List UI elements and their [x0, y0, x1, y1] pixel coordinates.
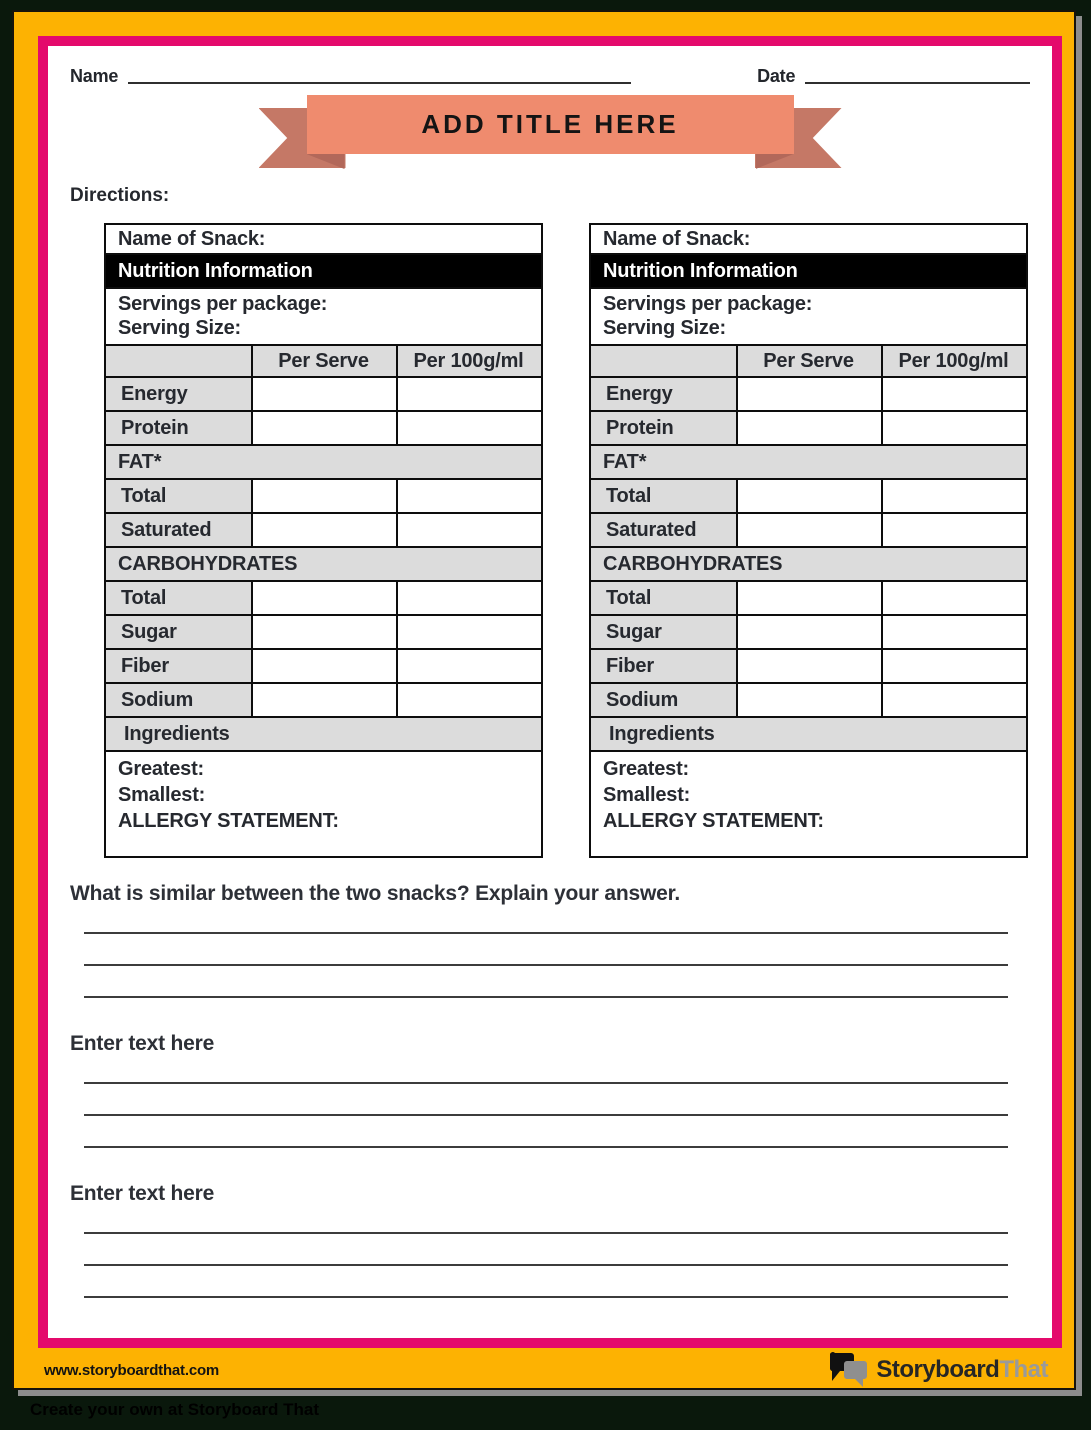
bottom-caption: Create your own at Storyboard That: [30, 1400, 320, 1419]
row-label-total-fat: Total: [105, 479, 252, 513]
answer-line[interactable]: [84, 1296, 1008, 1298]
question-section-2: [70, 1032, 1030, 1148]
date-input-line[interactable]: [805, 82, 1030, 84]
snack-table-right: [589, 223, 1028, 858]
servings-field[interactable]: Servings per package: Serving Size:: [105, 288, 542, 345]
question-1-text: What is similar between the two snacks? Explain your answer.: [70, 882, 681, 905]
answer-line[interactable]: [84, 996, 1008, 998]
name-of-snack-field[interactable]: Name of Snack:: [105, 224, 542, 254]
nutrition-info-header: Nutrition Information: [105, 254, 542, 288]
name-label: Name: [70, 66, 119, 86]
row-label-protein: Protein: [590, 411, 737, 445]
value-cell[interactable]: [882, 411, 1027, 445]
row-label-sugar: Sugar: [105, 615, 252, 649]
pink-border: [38, 36, 1062, 1348]
value-cell[interactable]: [397, 411, 542, 445]
value-cell[interactable]: [882, 377, 1027, 411]
name-of-snack-field[interactable]: Name of Snack:: [590, 224, 1027, 254]
blank-header-cell: [590, 345, 737, 377]
value-cell[interactable]: [252, 513, 397, 547]
title-placeholder[interactable]: ADD TITLE HERE: [307, 95, 794, 154]
worksheet-paper: [48, 46, 1052, 1338]
answer-line[interactable]: [84, 964, 1008, 966]
section-label-ingredients: Ingredients: [105, 717, 542, 751]
section-label-carbohydrates: CARBOHYDRATES: [590, 547, 1027, 581]
question-2-placeholder[interactable]: Enter text here: [70, 1032, 215, 1055]
row-label-total-carb: Total: [105, 581, 252, 615]
row-label-fiber: Fiber: [105, 649, 252, 683]
row-label-saturated: Saturated: [590, 513, 737, 547]
summary-field[interactable]: Greatest: Smallest: ALLERGY STATEMENT:: [590, 751, 1027, 857]
value-cell[interactable]: [397, 513, 542, 547]
value-cell[interactable]: [737, 377, 882, 411]
value-cell[interactable]: [882, 615, 1027, 649]
name-date-row: [70, 66, 1030, 87]
value-cell[interactable]: [882, 479, 1027, 513]
value-cell[interactable]: [252, 615, 397, 649]
tables-row: [104, 223, 1030, 858]
row-label-energy: Energy: [105, 377, 252, 411]
per-serve-header: Per Serve: [737, 345, 882, 377]
value-cell[interactable]: [882, 649, 1027, 683]
date-label: Date: [757, 66, 796, 86]
value-cell[interactable]: [397, 581, 542, 615]
logo-text: StoryboardThat: [876, 1356, 1048, 1383]
row-label-sugar: Sugar: [590, 615, 737, 649]
summary-field[interactable]: Greatest: Smallest: ALLERGY STATEMENT:: [105, 751, 542, 857]
site-url: www.storyboardthat.com: [44, 1361, 220, 1379]
value-cell[interactable]: [252, 649, 397, 683]
per-100-header: Per 100g/ml: [397, 345, 542, 377]
value-cell[interactable]: [252, 683, 397, 717]
speech-bubbles-icon: [830, 1352, 870, 1388]
value-cell[interactable]: [397, 615, 542, 649]
value-cell[interactable]: [252, 479, 397, 513]
directions-label: Directions:: [70, 185, 170, 206]
nutrition-info-header: Nutrition Information: [590, 254, 1027, 288]
section-label-fat: FAT*: [590, 445, 1027, 479]
question-3-placeholder[interactable]: Enter text here: [70, 1182, 215, 1205]
row-label-sodium: Sodium: [590, 683, 737, 717]
answer-line[interactable]: [84, 1264, 1008, 1266]
value-cell[interactable]: [882, 683, 1027, 717]
row-label-fiber: Fiber: [590, 649, 737, 683]
answer-line[interactable]: [84, 1232, 1008, 1234]
value-cell[interactable]: [397, 649, 542, 683]
blank-header-cell: [105, 345, 252, 377]
value-cell[interactable]: [252, 581, 397, 615]
value-cell[interactable]: [882, 581, 1027, 615]
answer-line[interactable]: [84, 1082, 1008, 1084]
section-label-carbohydrates: CARBOHYDRATES: [105, 547, 542, 581]
value-cell[interactable]: [252, 411, 397, 445]
value-cell[interactable]: [737, 649, 882, 683]
section-label-fat: FAT*: [105, 445, 542, 479]
answer-line[interactable]: [84, 1146, 1008, 1148]
row-label-total-fat: Total: [590, 479, 737, 513]
row-label-protein: Protein: [105, 411, 252, 445]
row-label-total-carb: Total: [590, 581, 737, 615]
answer-line[interactable]: [84, 1114, 1008, 1116]
worksheet-frame: [12, 10, 1076, 1390]
value-cell[interactable]: [737, 411, 882, 445]
title-ribbon: [259, 95, 842, 171]
section-label-ingredients: Ingredients: [590, 717, 1027, 751]
storyboardthat-logo: [830, 1352, 1048, 1388]
name-input-line[interactable]: [128, 82, 631, 84]
answer-line[interactable]: [84, 932, 1008, 934]
value-cell[interactable]: [737, 615, 882, 649]
value-cell[interactable]: [397, 479, 542, 513]
value-cell[interactable]: [397, 683, 542, 717]
value-cell[interactable]: [737, 479, 882, 513]
servings-field[interactable]: Servings per package: Serving Size:: [590, 288, 1027, 345]
question-section-1: [70, 882, 1030, 998]
row-label-sodium: Sodium: [105, 683, 252, 717]
row-label-saturated: Saturated: [105, 513, 252, 547]
per-100-header: Per 100g/ml: [882, 345, 1027, 377]
value-cell[interactable]: [737, 683, 882, 717]
value-cell[interactable]: [882, 513, 1027, 547]
value-cell[interactable]: [737, 581, 882, 615]
value-cell[interactable]: [737, 513, 882, 547]
value-cell[interactable]: [252, 377, 397, 411]
per-serve-header: Per Serve: [252, 345, 397, 377]
question-section-3: [70, 1182, 1030, 1298]
footer-strip: [14, 1348, 1074, 1392]
snack-table-left: [104, 223, 543, 858]
row-label-energy: Energy: [590, 377, 737, 411]
value-cell[interactable]: [397, 377, 542, 411]
